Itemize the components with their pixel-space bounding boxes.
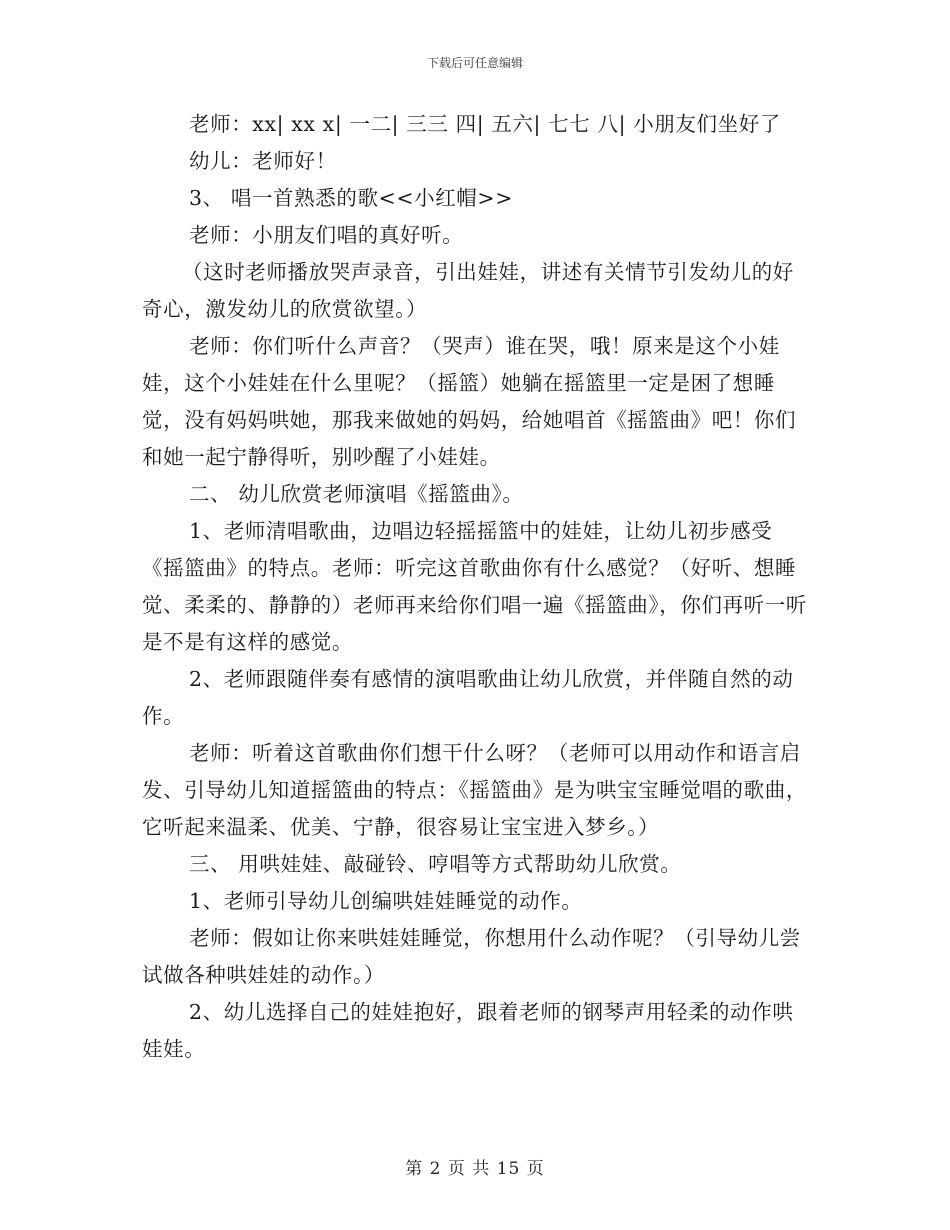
paragraph: 老师：xx| xx x| 一二| 三三 四| 五六| 七七 八| 小朋友们坐好了 bbox=[189, 112, 781, 136]
page-footer: 第 2 页 共 15 页 bbox=[405, 1159, 545, 1179]
paragraph: 老师：小朋友们唱的真好听。 bbox=[189, 223, 464, 247]
paragraph: 幼儿：老师好！ bbox=[189, 149, 337, 173]
section-heading: 二、 幼儿欣赏老师演唱《摇篮曲》。 bbox=[189, 482, 524, 506]
paragraph: 老师：你们听什么声音？（哭声）谁在哭，哦！原来是这个小娃娃，这个小娃娃在什么里呢？（摇篮）她躺在摇篮里一定是困了想睡觉，没有妈妈哄她，那我来做她的妈妈，给她唱首《摇篮曲》吧！你们和她一起宁静得听，别吵醒了小娃娃。 bbox=[142, 334, 797, 469]
paragraph: 3、 唱一首熟悉的歌<<小红帽>> bbox=[189, 186, 513, 210]
paragraph: 老师：假如让你来哄娃娃睡觉，你想用什么动作呢？（引导幼儿尝试做各种哄娃娃的动作。） bbox=[142, 926, 801, 987]
paragraph: 2、幼儿选择自己的娃娃抱好，跟着老师的钢琴声用轻柔的动作哄娃娃。 bbox=[142, 1000, 794, 1061]
paragraph: （这时老师播放哭声录音，引出娃娃，讲述有关情节引发幼儿的好奇心，激发幼儿的欣赏欲望。） bbox=[142, 260, 794, 321]
paragraph: 老师：听着这首歌曲你们想干什么呀？（老师可以用动作和语言启发、引导幼儿知道摇篮曲的特点：《摇篮曲》是为哄宝宝睡觉唱的歌曲，它听起来温柔、优美、宁静，很容易让宝宝进入梦乡。） bbox=[142, 741, 807, 839]
paragraph: 1、老师引导幼儿创编哄娃娃睡觉的动作。 bbox=[189, 889, 583, 913]
paragraph: 2、老师跟随伴奏有感情的演唱歌曲让幼儿欣赏，并伴随自然的动作。 bbox=[142, 667, 794, 728]
section-heading: 三、 用哄娃娃、敲碰铃、哼唱等方式帮助幼儿欣赏。 bbox=[189, 852, 682, 876]
paragraph: 1、老师清唱歌曲，边唱边轻摇摇篮中的娃娃，让幼儿初步感受《摇篮曲》的特点。老师：听完这首歌曲你有什么感觉？（好听、想睡觉、柔柔的、静静的）老师再来给你们唱一遍《摇篮曲》，你们再听一听是不是有这样的感觉。 bbox=[142, 519, 807, 654]
page-header: 下载后可任意编辑 bbox=[426, 56, 523, 70]
document-body bbox=[142, 106, 810, 1068]
